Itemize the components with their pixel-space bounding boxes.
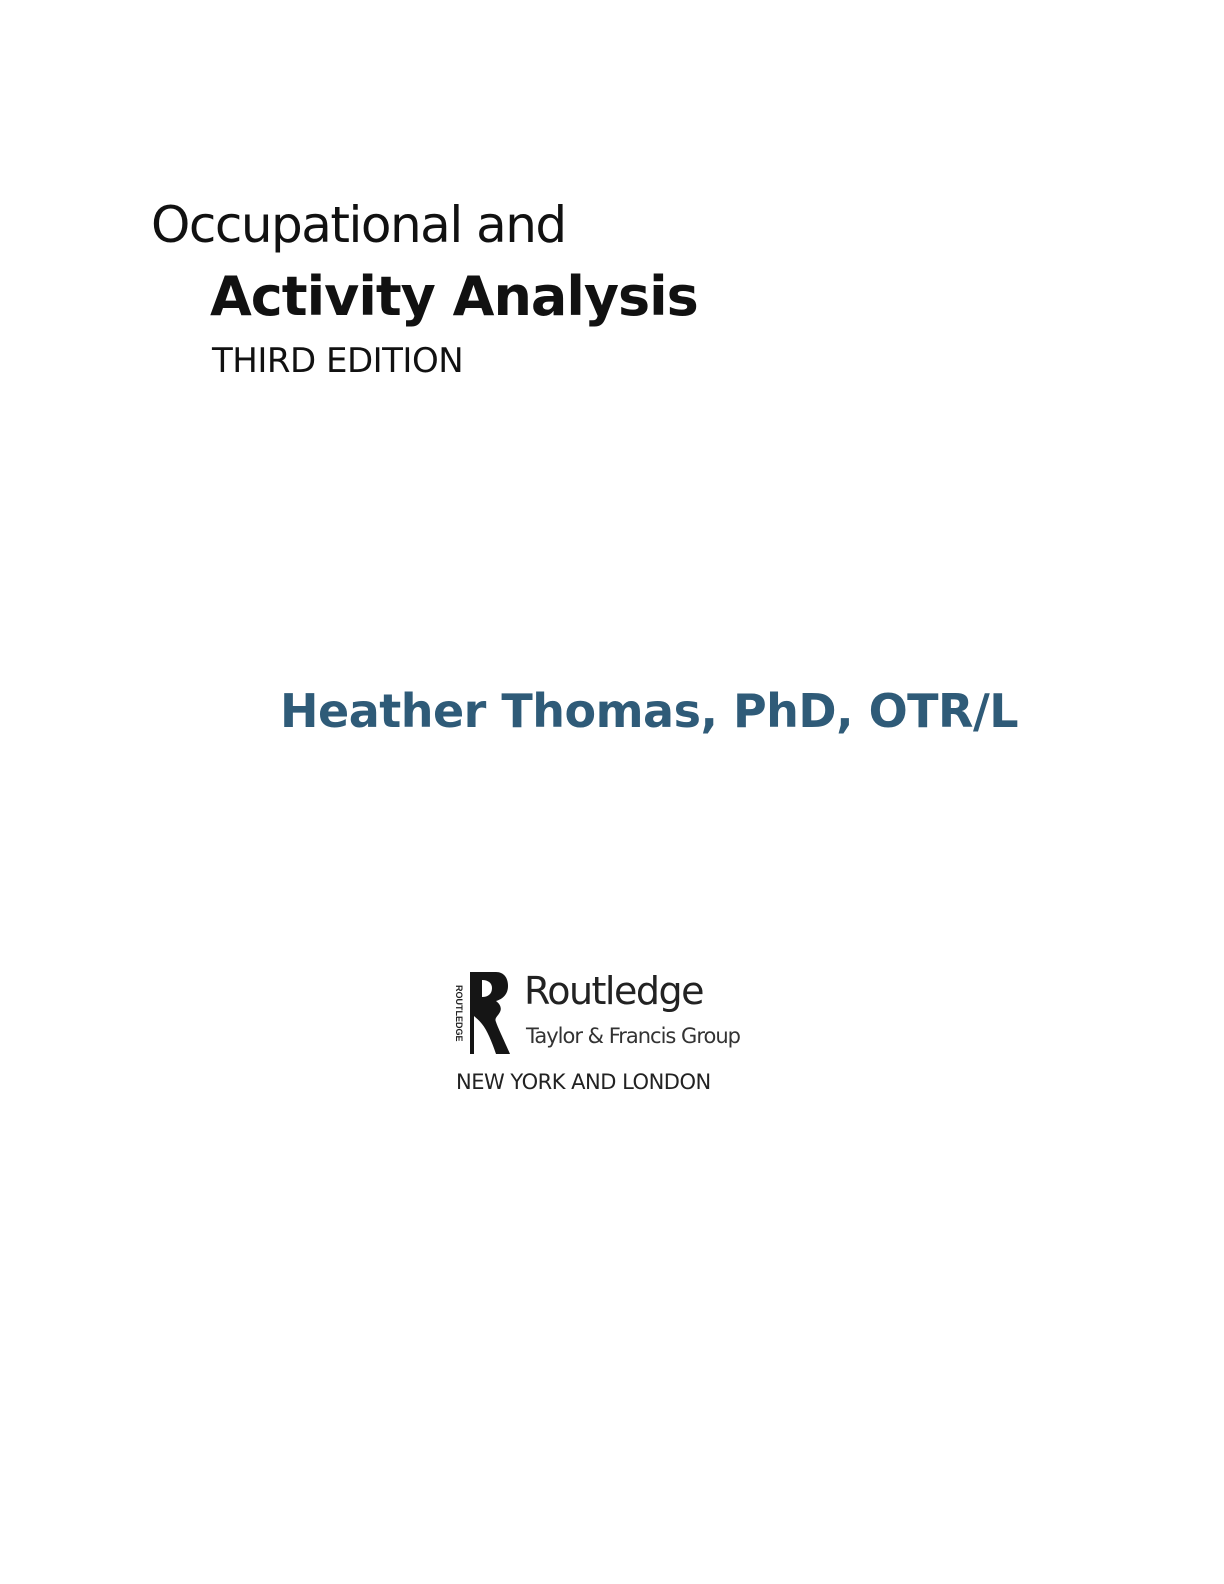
publisher-location: NEW YORK AND LONDON (456, 1070, 711, 1094)
author-name: Heather Thomas, PhD, OTR/L (280, 684, 1019, 738)
publisher-group: Taylor & Francis Group (526, 1024, 740, 1048)
edition-label: THIRD EDITION (212, 341, 464, 381)
publisher-imprint (452, 966, 772, 1106)
routledge-logo-icon (452, 968, 512, 1058)
book-title-line-1: Occupational and (151, 196, 566, 254)
logo-vertical-text: ROUTLEDGE (454, 984, 464, 1042)
book-title-line-2: Activity Analysis (210, 265, 698, 328)
publisher-name: Routledge (524, 969, 703, 1013)
